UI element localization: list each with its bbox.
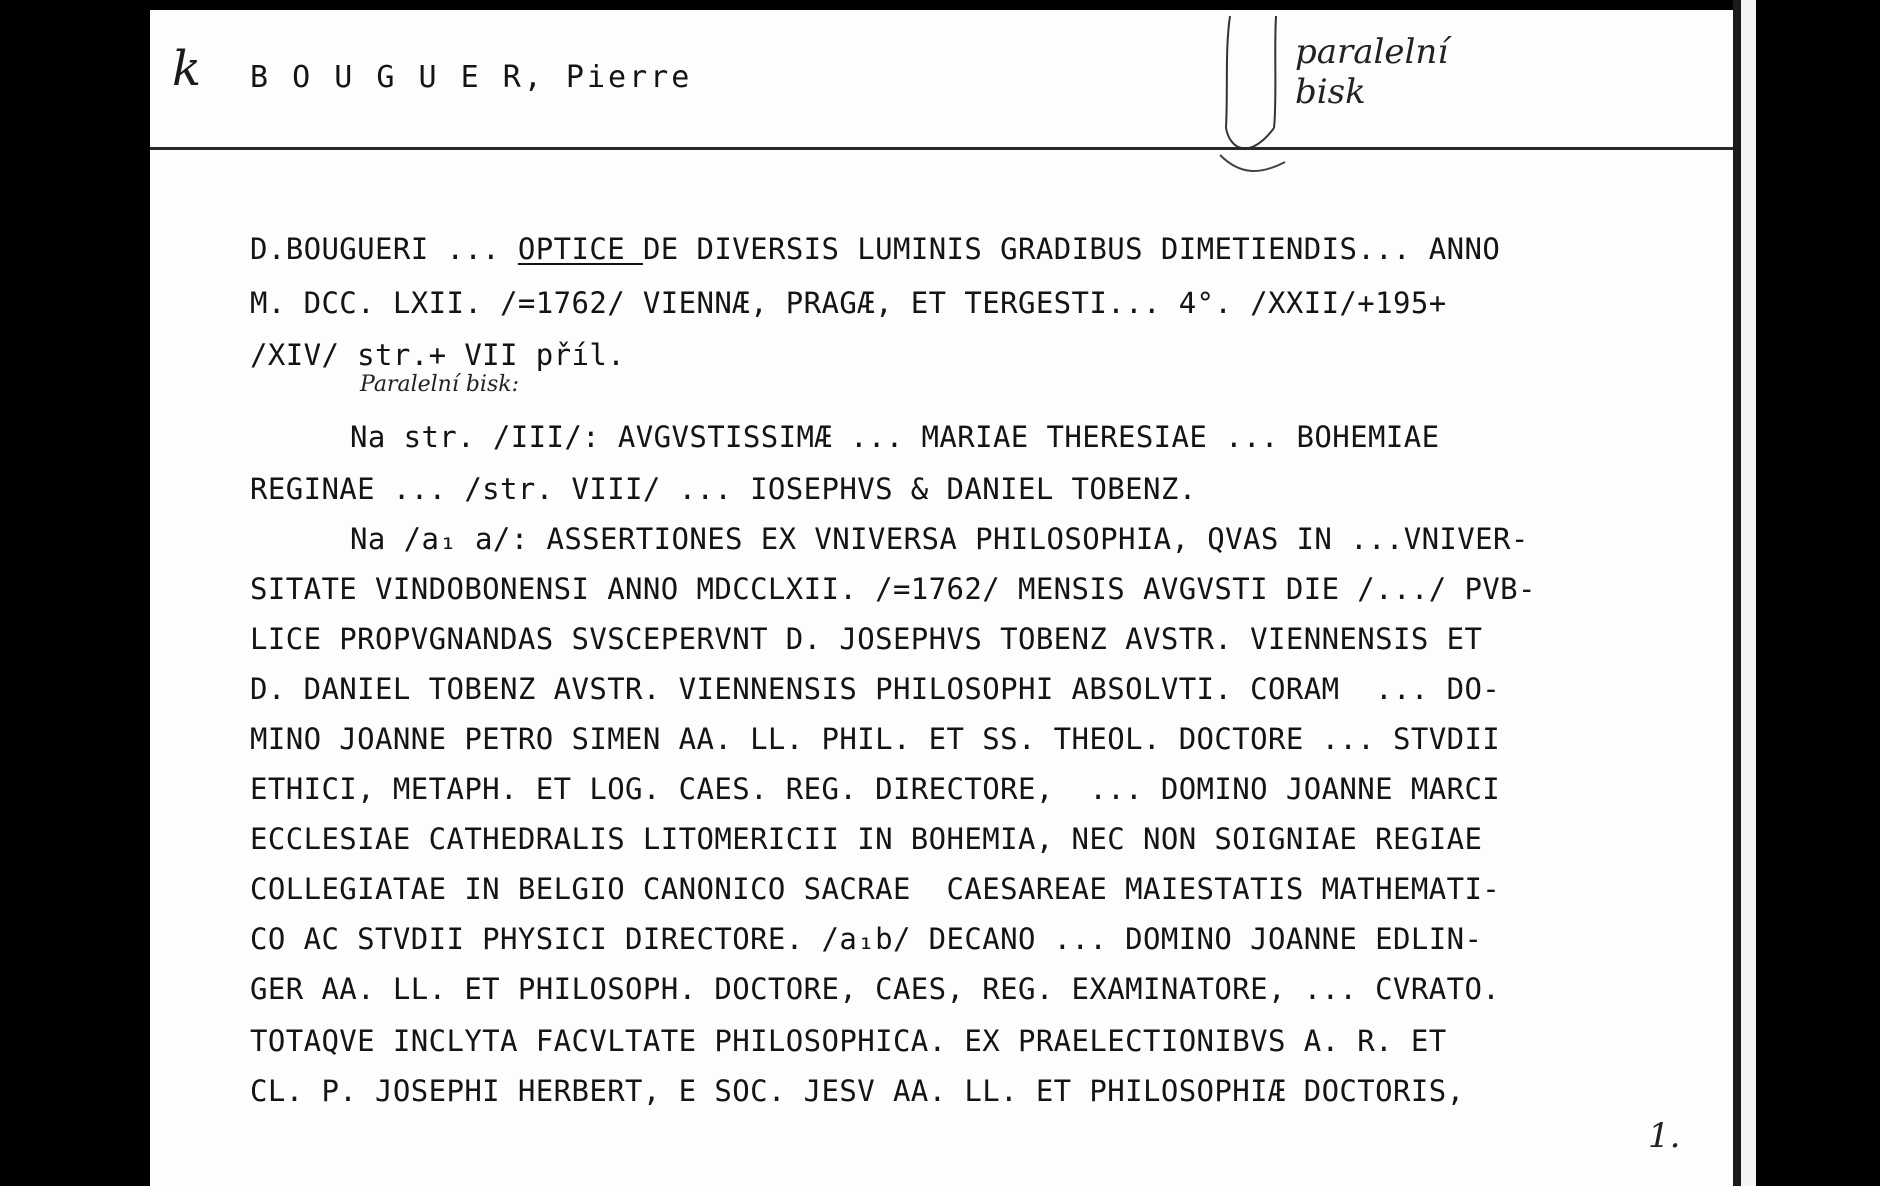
bracket-right-line xyxy=(1274,16,1276,128)
bracket-left-line xyxy=(1226,16,1230,128)
catalog-card xyxy=(150,10,1735,1186)
card-text-line xyxy=(250,672,1500,706)
bracket-tail xyxy=(1220,155,1285,171)
bracket-curve xyxy=(1226,128,1274,148)
card-text: ETHICI, METAPH. ET LOG. CAES. REG. DIRECTORE, ... DOMINO JOANNE MARCI xyxy=(250,772,1501,806)
card-text-line xyxy=(250,872,1500,906)
underlined-title-word: OPTICE xyxy=(517,232,643,266)
card-text-line xyxy=(350,522,1529,556)
card-text-line xyxy=(350,420,1439,454)
card-text-line xyxy=(250,1024,1447,1058)
card-text: SITATE VINDOBONENSI ANNO MDCCLXII. /=1762/ MENSIS AVGVSTI DIE /.../ PVB- xyxy=(250,572,1536,606)
card-text: TOTAQVE INCLYTA FACVLTATE PHILOSOPHICA. EX PRAELECTIONIBVS A. R. ET xyxy=(250,1024,1447,1058)
card-text: MINO JOANNE PETRO SIMEN AA. LL. PHIL. ET SS. THEOL. DOCTORE ... STVDII xyxy=(250,722,1501,756)
card-text: DE DIVERSIS LUMINIS GRADIBUS DIMETIENDIS... ANNO xyxy=(642,232,1501,266)
card-text: ECCLESIAE CATHEDRALIS LITOMERICII IN BOHEMIA, NEC NON SOIGNIAE REGIAE xyxy=(250,822,1483,856)
card-text: D. DANIEL TOBENZ AVSTR. VIENNENSIS PHILOSOPHI ABSOLVTI. CORAM ... DO- xyxy=(250,672,1501,706)
header-divider xyxy=(150,147,1735,150)
inline-handwritten-note: Paralelní bisk: xyxy=(360,372,520,397)
page-number: 1. xyxy=(1648,1116,1681,1156)
author-heading: B O U G U E R, Pierre xyxy=(250,60,693,95)
card-text: Na str. /III/: AVGVSTISSIMÆ ... MARIAE THERESIAE ... BOHEMIAE xyxy=(350,420,1440,454)
card-text-line xyxy=(250,722,1500,756)
corner-mark: k xyxy=(172,41,202,97)
card-text-line xyxy=(250,822,1482,856)
card-text: CO AC STVDII PHYSICI DIRECTORE. /a₁b/ DECANO ... DOMINO JOANNE EDLIN- xyxy=(250,922,1483,956)
card-text: REGINAE ... /str. VIII/ ... IOSEPHVS & DANIEL TOBENZ. xyxy=(250,472,1197,506)
card-text-line xyxy=(250,338,625,372)
margin-handwritten-note: paralelní bisk xyxy=(1295,32,1449,112)
card-header-marks xyxy=(150,10,1735,210)
card-text-line xyxy=(250,572,1536,606)
card-text: /XIV/ str.+ VII příl. xyxy=(250,338,626,372)
card-text-line xyxy=(250,922,1482,956)
card-text: CL. P. JOSEPHI HERBERT, E SOC. JESV AA. LL. ET PHILOSOPHIÆ DOCTORIS, xyxy=(250,1074,1465,1108)
card-edge-shadow xyxy=(1733,0,1741,1186)
next-card-strip xyxy=(1741,0,1756,1186)
card-text-line xyxy=(250,972,1500,1006)
card-text-line xyxy=(250,472,1197,506)
card-text: COLLEGIATAE IN BELGIO CANONICO SACRAE CAESAREAE MAIESTATIS MATHEMATI- xyxy=(250,872,1501,906)
card-text-line xyxy=(250,622,1482,656)
card-text-line xyxy=(250,286,1447,320)
card-text: Na /a₁ a/: ASSERTIONES EX VNIVERSA PHILOSOPHIA, QVAS IN ...VNIVER- xyxy=(350,522,1529,556)
card-text: LICE PROPVGNANDAS SVSCEPERVNT D. JOSEPHVS TOBENZ AVSTR. VIENNENSIS ET xyxy=(250,622,1483,656)
card-text-line xyxy=(250,772,1500,806)
card-text-line xyxy=(250,232,1500,266)
card-text: D.BOUGUERI ... xyxy=(250,232,518,266)
card-text: GER AA. LL. ET PHILOSOPH. DOCTORE, CAES, REG. EXAMINATORE, ... CVRATO. xyxy=(250,972,1501,1006)
card-text-line xyxy=(250,1074,1464,1108)
card-text: M. DCC. LXII. /=1762/ VIENNÆ, PRAGÆ, ET TERGESTI... 4°. /XXII/+195+ xyxy=(250,286,1447,320)
